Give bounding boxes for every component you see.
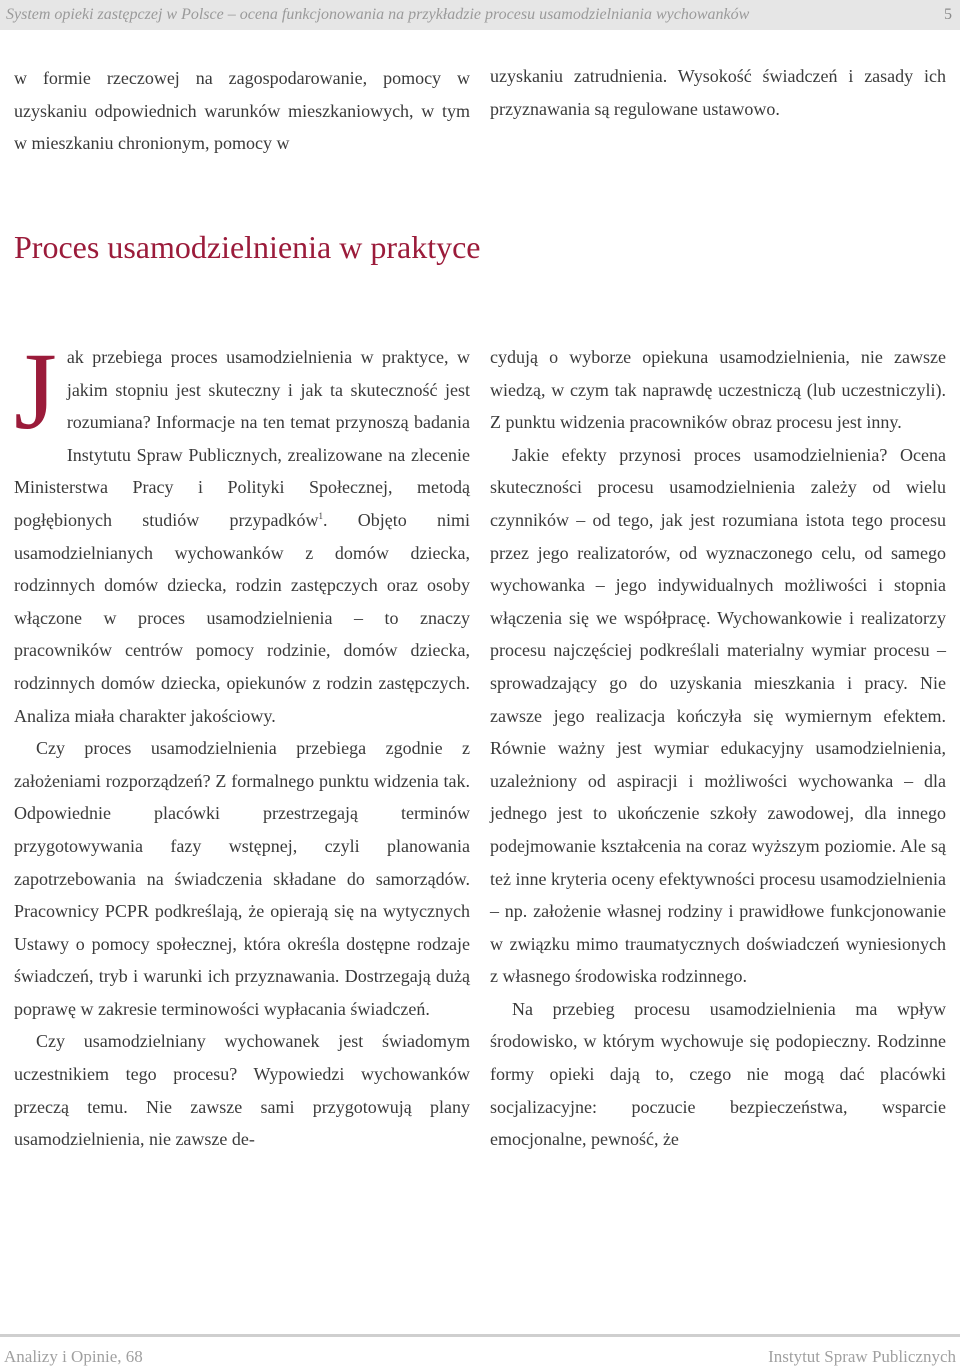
left-paragraph-1 <box>14 330 470 732</box>
left-column <box>14 330 470 1156</box>
page-number: 5 <box>944 6 952 23</box>
left-paragraph-2: Czy proces usamodzielnienia przebiega zgodnie z założeniami rozporządzeń? Z formalnego punktu widzenia tak. Odpowiednie placówki przestrzegają terminów przygotowywania fazy wstępnej, czyli planowania zapotrzebowania na świadczenia składane do samorządów. Pracownicy PCPR podkreślają, że opierają się na wytycznych Ustawy o pomocy społecznej, która określa dostępne rodzaje świadczeń, tryb i warunki ich przyznawania. Dostrzegają dużą poprawę w zakresie terminowości wypłacania świadczeń. <box>14 738 470 1019</box>
left-paragraph-1-text-a: ak przebiega proces usamodzielnienia w praktyce, w jakim stopniu jest skuteczny i jak ta skuteczność jest rozumiana? Informacje na ten temat przynoszą badania Instytutu Spraw Publicznych, zrealizowane na zlecenie Ministerstwa Pracy i Polityki Społecznej, metodą pogłębionych studiów przypadków <box>14 347 470 530</box>
footer-rule <box>0 1334 960 1337</box>
right-column <box>490 341 946 1156</box>
section-heading: Proces usamodzielnienia w praktyce <box>14 229 481 265</box>
top-right-text <box>490 60 946 125</box>
drop-cap: J <box>14 330 57 452</box>
top-right-paragraph: uzyskaniu zatrudnienia. Wysokość świadczeń i zasady ich przyznawania są regulowane ustawowo. <box>490 66 946 119</box>
running-header <box>0 0 960 30</box>
footer-publication: Analizy i Opinie, 68 <box>4 1347 143 1366</box>
top-left-text <box>14 62 470 160</box>
right-paragraph-1: cydują o wyborze opiekuna usamodzielnienia, nie zawsze wiedzą, w czym tak naprawdę uczestniczą (lub uczestniczyli). Z punktu widzenia pracowników obraz procesu jest inny. <box>490 347 946 433</box>
right-paragraph-2: Jakie efekty przynosi proces usamodzielnienia? Ocena skuteczności procesu usamodzielnienia zależy od wielu czynników – od tego, jak jest rozumiana istota tego procesu przez jego realizatorów, od wyznaczonego celu, od samego wychowanka – jego indywidualnych możliwości i stopnia włączenia się we współpracę. Wychowankowie i realizatorzy procesu najczęściej podkreślali materialny wymiar procesu – sprowadzający go do uzyskania mieszkania i pracy. Nie zawsze jego realizacja kończyła się wymiernym efektem. Równie ważny jest wymiar edukacyjny usamodzielnienia, uzależniony od aspiracji i możliwości wychowanka – dla jednego jest to ukończenie szkoły zawodowej, dla innego podejmowanie kształcenia na coraz wyższym poziomie. Ale są też inne kryteria oceny efektywności procesu usamodzielnienia – np. założenie własnej rodziny i prawidłowe funkcjonowanie w związku mimo traumatycznych doświadczeń wyniesionych z własnego środowiska rodzinnego. <box>490 444 946 987</box>
left-paragraph-1-text-b: . Objęto nimi usamodzielnianych wychowanków z domów dziecka, rodzinnych domów dziecka, rodzin zastępczych oraz osoby włączone w proces usamodzielnienia – to znaczy pracowników centrów pomocy rodzinie, domów dziecka, rodzinnych domów dziecka, opiekunów z rodzin zastępczych. Analiza miała charakter jakościowy. <box>14 509 470 726</box>
footer-publisher: Instytut Spraw Publicznych <box>768 1347 956 1366</box>
footnote-marker: 1 <box>318 510 323 521</box>
left-paragraph-3: Czy usamodzielniany wychowanek jest świadomym uczestnikiem tego procesu? Wypowiedzi wychowanków przeczą temu. Nie zawsze sami przygotowują plany usamodzielnienia, nie zawsze de- <box>14 1031 470 1150</box>
top-left-paragraph: w formie rzeczowej na zagospodarowanie, pomocy w uzyskaniu odpowiednich warunków mieszkaniowych, w tym w mieszkaniu chronionym, pomocy w <box>14 68 470 154</box>
running-title: System opieki zastępczej w Polsce – ocena funkcjonowania na przykładzie procesu usamodzielniania wychowanków <box>6 6 750 23</box>
right-paragraph-3: Na przebieg procesu usamodzielnienia ma wpływ środowisko, w którym wychowuje się podopieczny. Rodzinne formy opieki dają to, czego nie mogą dać placówki socjalizacyjne: poczucie bezpieczeństwa, wsparcie emocjonalne, pewność, że <box>490 998 946 1150</box>
